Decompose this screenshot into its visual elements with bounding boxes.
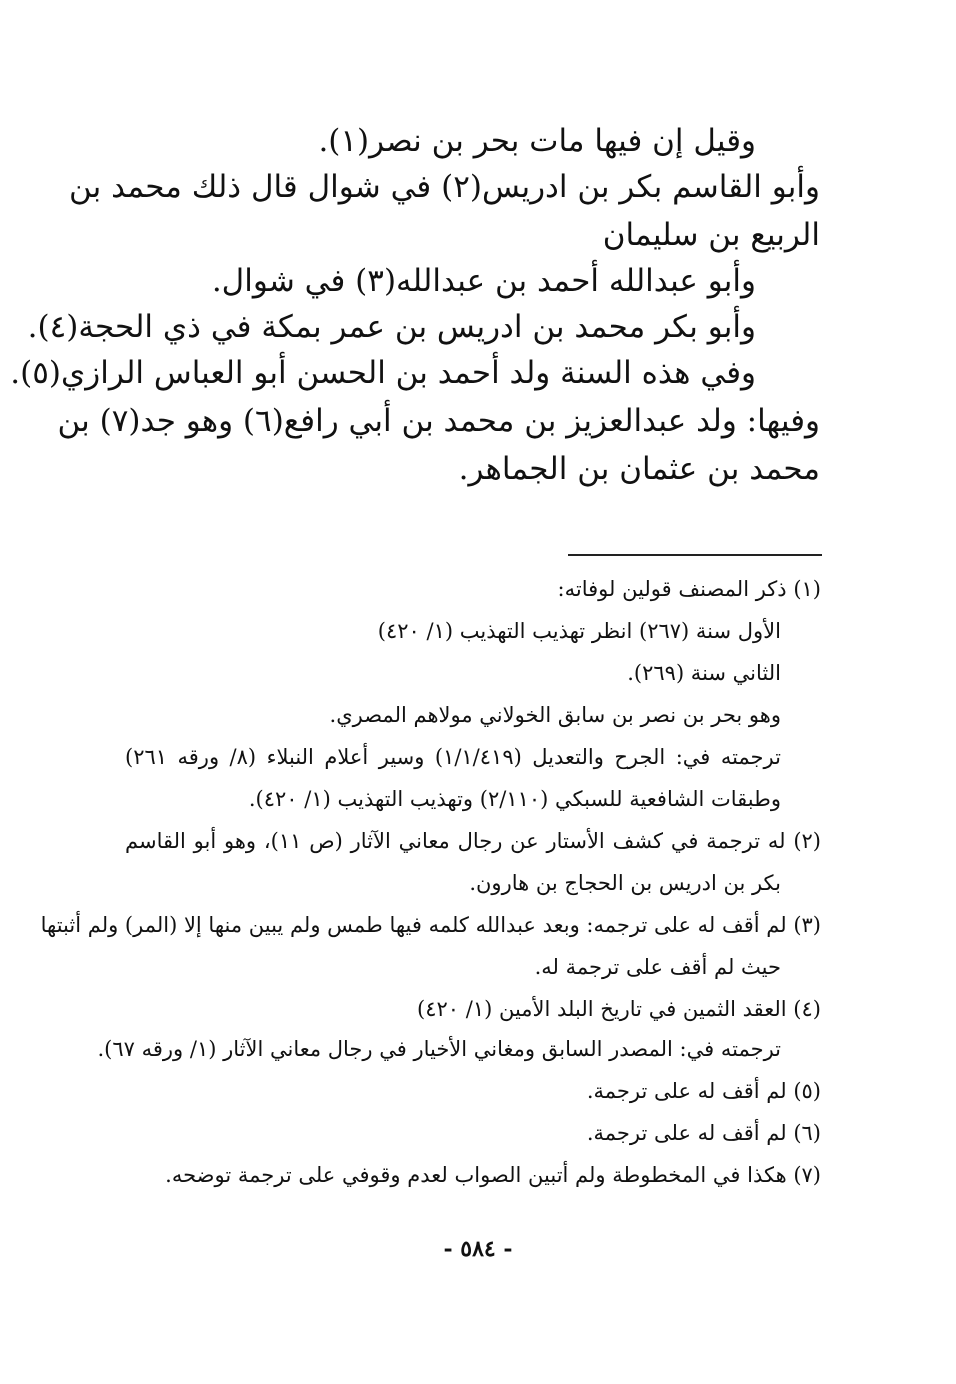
footnote-line: ترجمته في: الجرح والتعديل (١/١/٤١٩) وسير أعلام النبلاء (٨/ ورقه ٢٦١) xyxy=(125,745,781,769)
footnote-line: (٦) لم أقف له على ترجمة. xyxy=(586,1121,821,1145)
main-text-line: وقيل إن فيها مات بحر بن نصر(١). xyxy=(318,123,756,159)
main-text-line: وأبو بكر محمد بن ادريس بن عمر بمكة في ذي الحجة(٤). xyxy=(27,309,756,345)
main-text-line: الربيع بن سليمان xyxy=(602,217,820,253)
main-text-line: وأبو عبدالله أحمد بن عبدالله(٣) في شوال. xyxy=(211,263,756,299)
footnote-line: وهو بحر بن نصر بن سابق الخولاني مولاهم المصري. xyxy=(329,703,781,727)
footnote-line: وطبقات الشافعية للسبكي (٢/١١٠) وتهذيب التهذيب (١/ ٤٢٠). xyxy=(248,787,781,811)
footnote-line: ترجمته في: المصدر السابق ومغاني الأخيار في رجال معاني الآثار (١/ ورقه ٦٧). xyxy=(97,1037,781,1061)
main-text-line: وفيها: ولد عبدالعزيز بن محمد بن أبي رافع(٦) وهو جد(٧) بن xyxy=(57,403,820,439)
footnote-line: (٣) لم أقف له على ترجمه: وبعد عبدالله كلمه فيها طمس ولم يبين منها إلا (المر) ولم أثبتها xyxy=(40,913,821,937)
footnote-line: الأول سنة (٢٦٧) انظر تهذيب التهذيب (١/ ٤٢٠) xyxy=(377,619,781,643)
main-text-line: محمد بن عثمان بن الجماهر. xyxy=(458,451,820,487)
footnote-line: (٥) لم أقف له على ترجمة. xyxy=(586,1079,821,1103)
footnote-line: بكر بن ادريس بن الحجاج بن هارون. xyxy=(469,871,781,895)
page-number: - ٥٨٤ - xyxy=(443,1236,513,1262)
main-text-line: وأبو القاسم بكر بن ادريس(٢) في شوال قال ذلك محمد بن xyxy=(68,169,820,205)
footnote-line: (٢) له ترجمة في كشف الأستار عن رجال معاني الآثار (ص ١١)، وهو أبو القاسم xyxy=(125,829,821,853)
footnote-line: الثاني سنة (٢٦٩). xyxy=(627,661,781,685)
footnote-line: (٤) العقد الثمين في تاريخ البلد الأمين (١/ ٤٢٠) xyxy=(417,997,821,1021)
footnote-separator xyxy=(568,554,822,556)
main-text-line: وفي هذه السنة ولد أحمد بن الحسن أبو العباس الرازي(٥). xyxy=(10,355,756,391)
footnote-line: حيث لم أقف على ترجمة له. xyxy=(534,955,781,979)
footnote-line: (٧) هكذا في المخطوطة ولم أتبين الصواب لعدم وقوفي على ترجمة توضحه. xyxy=(165,1163,821,1187)
footnote-line: (١) ذكر المصنف قولين لوفاته: xyxy=(557,577,821,601)
